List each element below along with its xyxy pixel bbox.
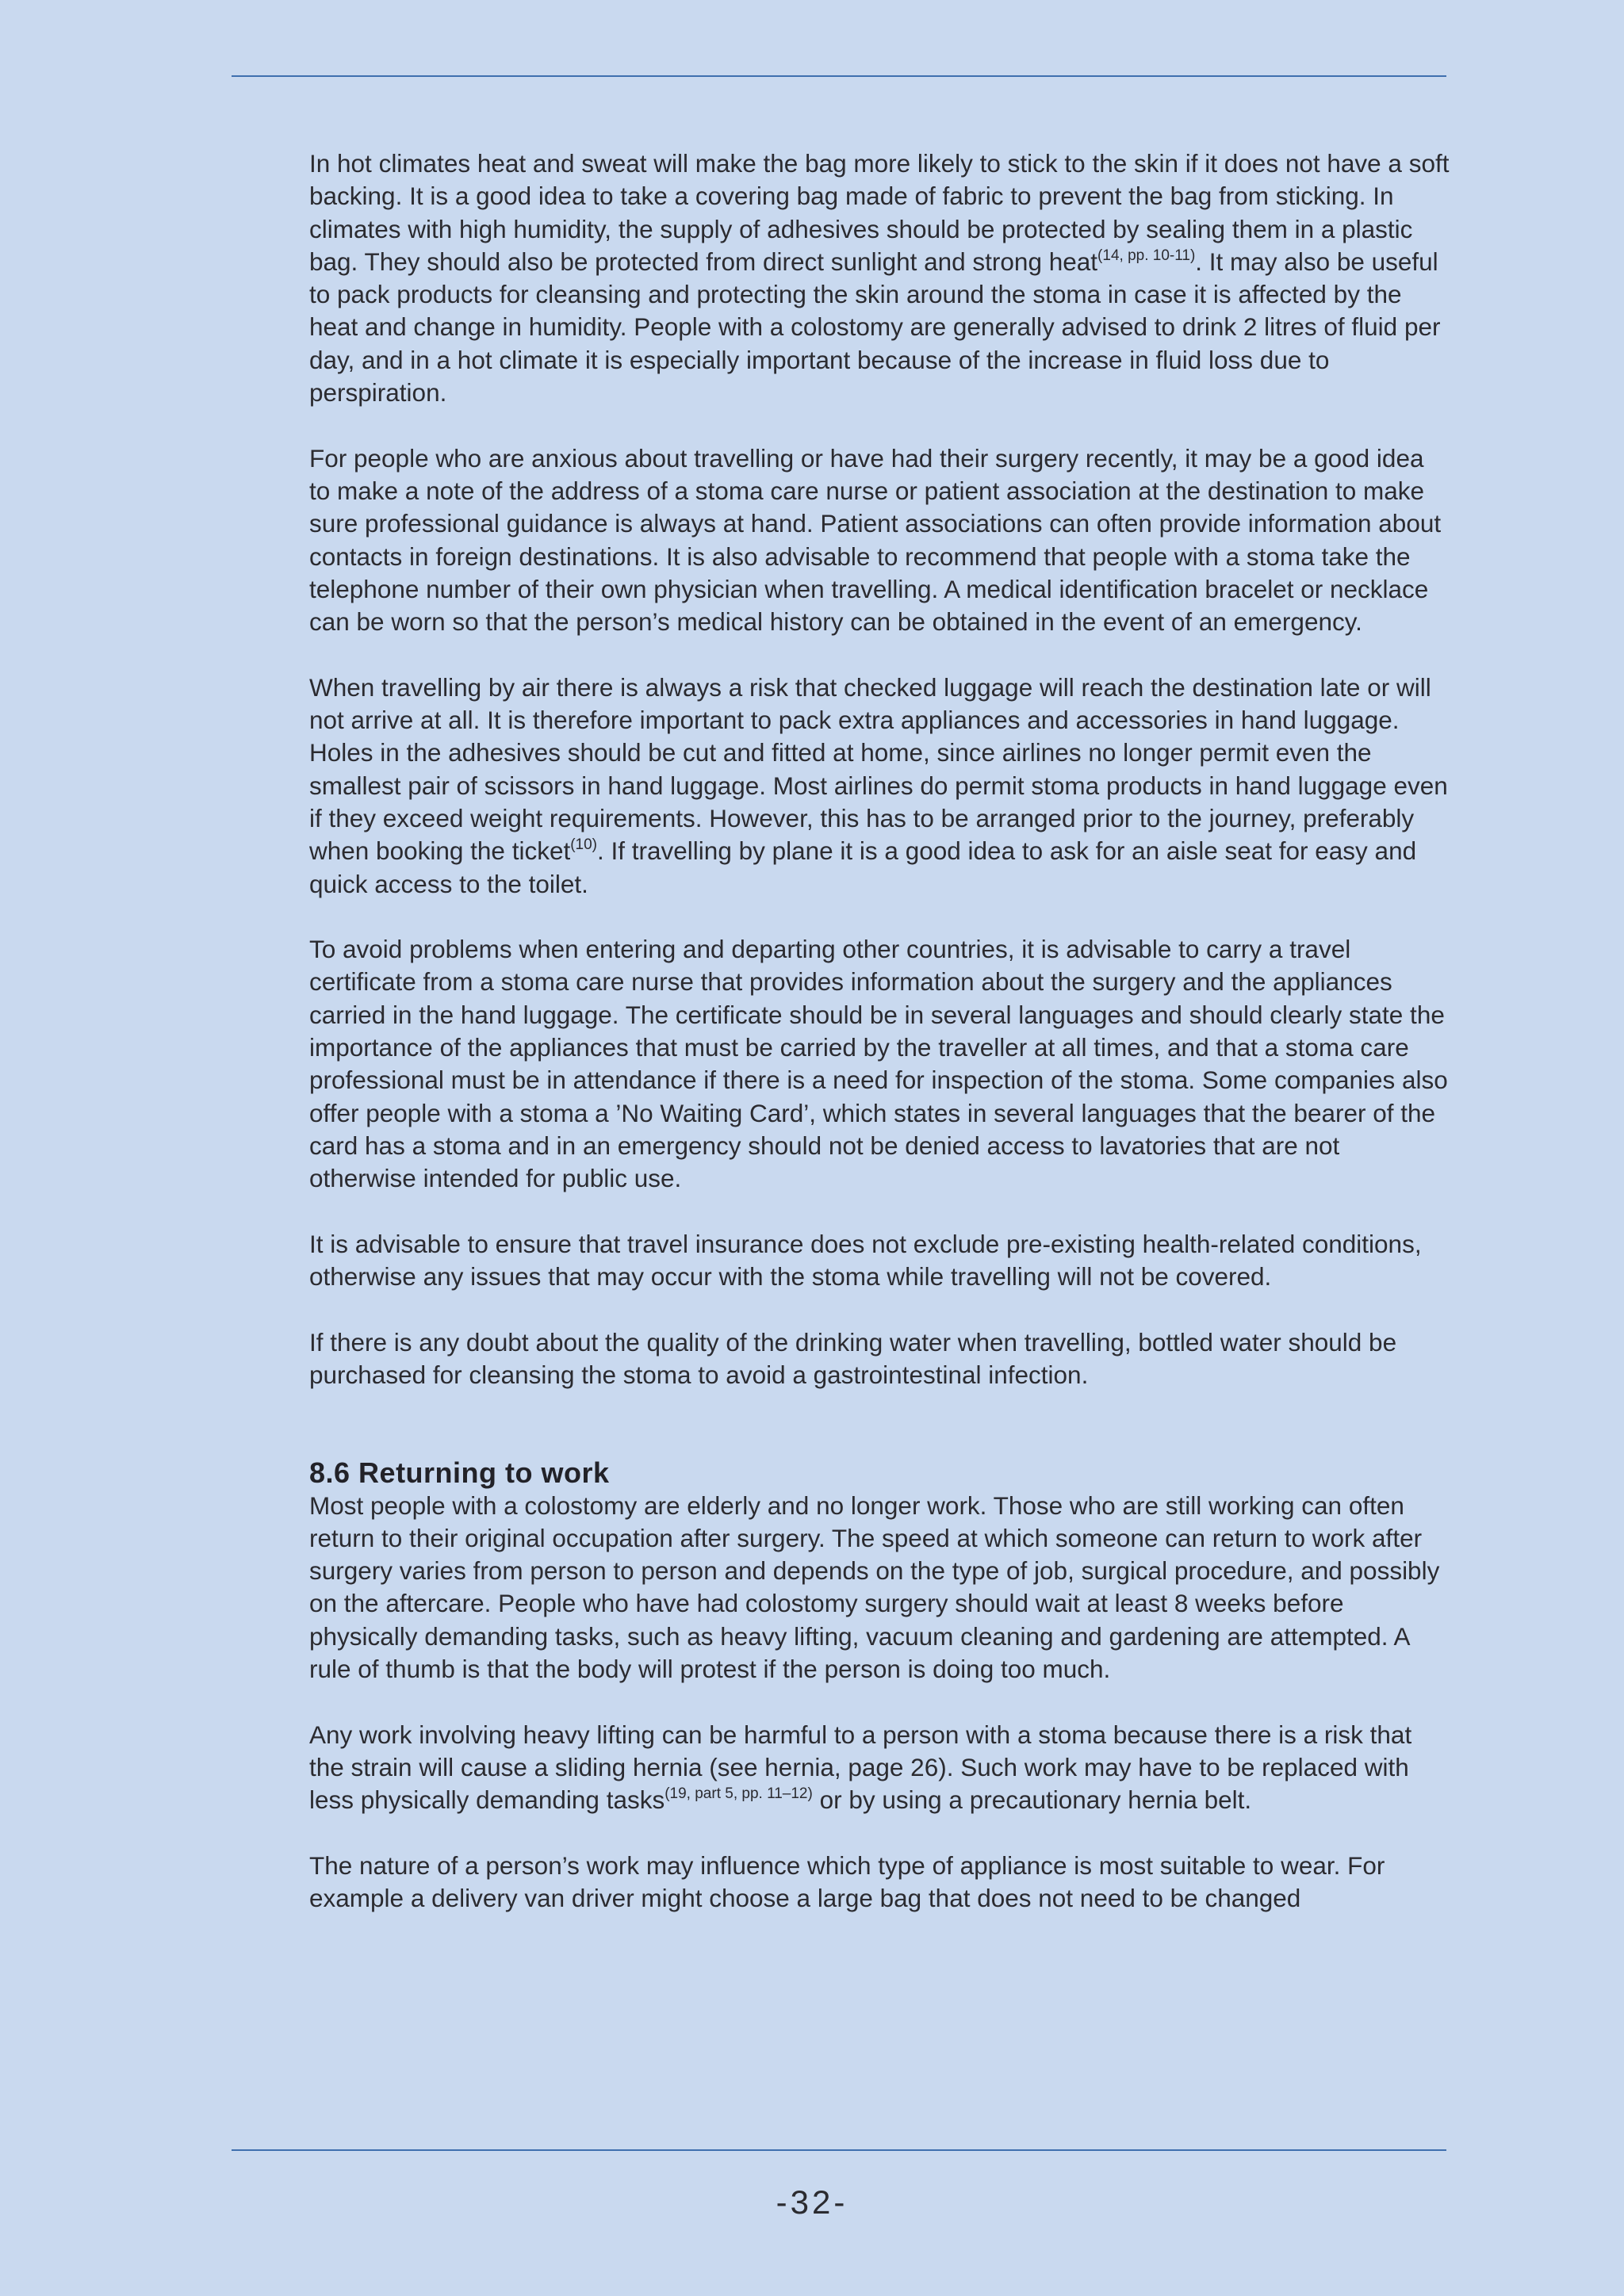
paragraph-nature-of-work: The nature of a person’s work may influence which type of appliance is most suitable to wear. For example a delivery van driver might choose a large bag that does not need to be changed — [309, 1850, 1385, 1913]
section-heading: 8.6 Returning to work — [309, 1456, 610, 1490]
paragraph-anxious-travellers: For people who are anxious about travelling or have had their surgery recently, it may be a good idea to make a note of the address of a stoma care nurse or patient association at the destination to make sure professional guidance is always at hand. Patient associations can often provide information about contacts in foreign destinations. It is also advisable to recommend that people with a stoma take the telephone number of their own physician when travelling. A medical identification bracelet or necklace can be worn so that the person’s medical history can be obtained in the event of an emergency. — [309, 443, 1442, 637]
paragraph-travel-certificate: To avoid problems when entering and departing other countries, it is advisable to carry a travel certificate from a stoma care nurse that provides information about the surgery and the appliances carried in the hand luggage. The certificate should be in several languages and should clearly state the importance of the appliances that must be carried by the traveller at all times, and that a stoma care professional must be in attendance if there is a need for inspection of the stoma. Some companies also offer people with a stoma a ’No Waiting Card’, which states in several languages that the bearer of the card has a stoma and in an emergency should not be denied access to lavatories that are not otherwise intended for public use. — [309, 935, 1448, 1193]
header-rule — [232, 75, 1446, 77]
paragraph-text: When travelling by air there is always a risk that checked luggage will reach the destination late or will not arrive at all. It is therefore important to pack extra appliances and accessories in hand luggage. Holes in the adhesives should be cut and fitted at home, since airlines no longer permit even the smallest pair of scissors in hand luggage. Most airlines do permit stoma products in hand luggage even if they exceed weight requirements. However, this has to be arranged prior to the journey, preferably when booking the ticket — [309, 672, 1448, 866]
paragraph-text: . If travelling by plane it is a good idea to ask for an aisle seat for easy and quick access to the toilet. — [309, 836, 1417, 898]
page-body — [309, 147, 1451, 1915]
paragraph-drinking-water: If there is any doubt about the quality of the drinking water when travelling, bottled water should be purchased for cleansing the stoma to avoid a gastrointestinal infection. — [309, 1327, 1397, 1389]
paragraph-text: In hot climates heat and sweat will make the bag more likely to stick to the skin if it does not have a soft backing. It is a good idea to take a covering bag made of fabric to prevent the bag from sticking. In climates with high humidity, the supply of adhesives should be protected by sealing them in a plastic bag. They should also be protected from direct sunlight and strong heat — [309, 149, 1450, 276]
paragraph-air-travel — [309, 672, 1451, 901]
paragraph-returning-to-work: Most people with a colostomy are elderly and no longer work. Those who are still working can often return to their original occupation after surgery. The speed at which someone can return to work after surgery varies from person to person and depends on the type of job, surgical procedure, and possibly on the aftercare. People who have had colostomy surgery should wait at least 8 weeks before physically demanding tasks, such as heavy lifting, vacuum cleaning and gardening are attempted. A rule of thumb is that the body will protest if the person is doing too much. — [309, 1490, 1440, 1684]
paragraph-text: . It may also be useful to pack products for cleansing and protecting the skin around the stoma in case it is affected by the heat and change in humidity. People with a colostomy are generally advised to drink 2 litres of fluid per day, and in a hot climate it is especially important because of the increase in fluid loss due to perspiration. — [309, 247, 1441, 408]
paragraph-heavy-lifting — [309, 1719, 1451, 1817]
citation-superscript: (10) — [570, 836, 598, 854]
paragraph-travel-insurance: It is advisable to ensure that travel insurance does not exclude pre-existing health-related conditions, otherwise any issues that may occur with the stoma while travelling will not be covered. — [309, 1229, 1422, 1292]
paragraph-hot-climates — [309, 147, 1451, 409]
paragraph-text: or by using a precautionary hernia belt. — [812, 1785, 1252, 1815]
citation-superscript: (19, part 5, pp. 11–12) — [665, 1785, 813, 1803]
footer-rule — [232, 2149, 1446, 2151]
citation-superscript: (14, pp. 10-11) — [1097, 247, 1196, 264]
paragraph-text: Any work involving heavy lifting can be harmful to a person with a stoma because there is a risk that the strain will cause a sliding hernia (see hernia, page 26). Such work may have to be replaced with less physically demanding tasks — [309, 1720, 1412, 1815]
page-number: -32- — [776, 2183, 848, 2221]
